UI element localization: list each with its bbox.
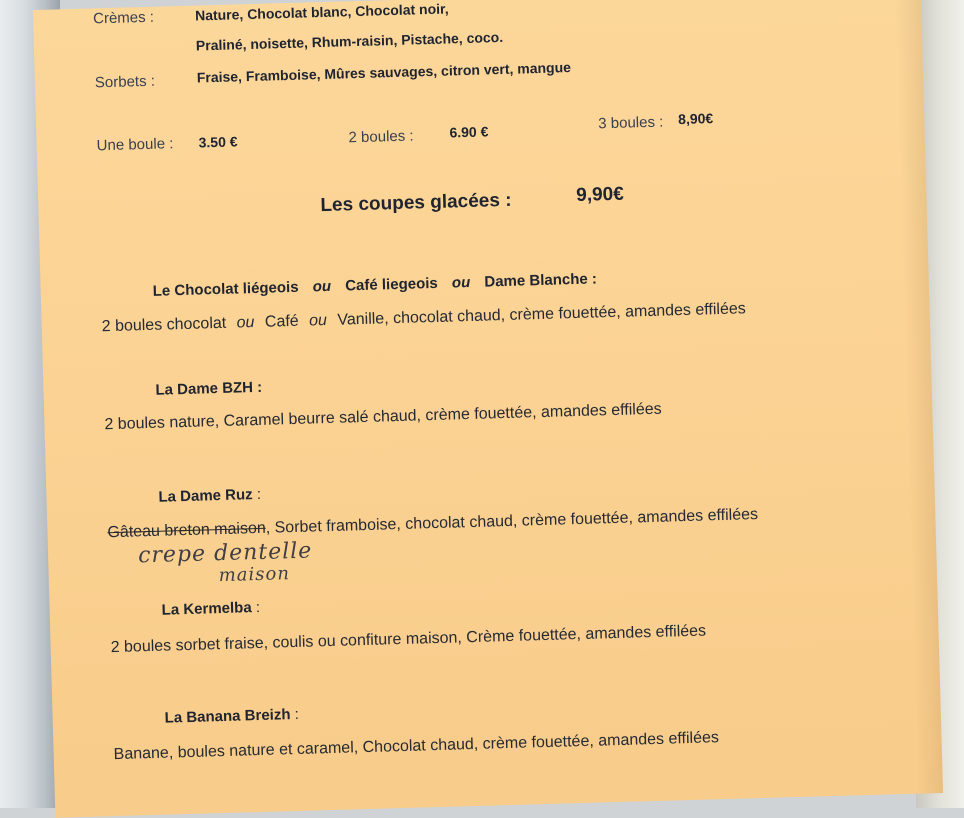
item-name-colon: :: [251, 598, 261, 617]
cremes-flavours-line2: Praliné, noisette, Rhum-raisin, Pistache, coco.: [195, 28, 504, 54]
item-dame-bzh-title: La Dame BZH :: [155, 378, 263, 399]
item-name-or: ou: [312, 277, 332, 296]
coupes-title: Les coupes glacées :: [320, 189, 512, 217]
price-one-scoop: 3.50 €: [198, 133, 238, 151]
item-chocolat-liegeois-title: [153, 270, 598, 299]
handwritten-correction-line1: crepe dentelle: [137, 538, 313, 569]
menu-page: [33, 0, 943, 818]
desc-rest: , Sorbet framboise, chocolat chaud, crème fouettée, amandes effilées: [265, 506, 759, 537]
struck-ingredient: Gâteau breton maison: [107, 519, 266, 542]
price-three-scoops-label: 3 boules :: [598, 113, 664, 133]
item-banana-breizh-title: [164, 706, 299, 727]
coupes-price: 9,90€: [575, 183, 625, 206]
cremes-label: Crèmes :: [92, 8, 155, 28]
price-two-scoops-label: 2 boules :: [348, 127, 414, 147]
item-name-colon: :: [290, 705, 300, 724]
desc-part: 2 boules chocolat: [101, 314, 227, 336]
item-name-part: Café liegeois: [344, 274, 438, 295]
price-three-scoops: 8,90€: [677, 110, 714, 128]
item-chocolat-liegeois-desc: [101, 300, 746, 336]
item-dame-ruz-title: [158, 486, 261, 506]
desc-part: Café: [264, 312, 299, 331]
item-name-or: ou: [451, 273, 471, 292]
item-name: La Dame Ruz: [158, 486, 253, 506]
sorbets-label: Sorbets :: [94, 72, 156, 92]
sorbets-flavours: Fraise, Framboise, Mûres sauvages, citron vert, mangue: [196, 59, 572, 86]
item-kermelba-desc: 2 boules sorbet fraise, coulis ou confiture maison, Crème fouettée, amandes effilées: [110, 622, 707, 657]
item-name-part: Dame Blanche :: [484, 270, 598, 291]
desc-part: Vanille, chocolat chaud, crème fouettée, amandes effilées: [337, 300, 746, 329]
item-banana-breizh-desc: Banane, boules nature et caramel, Chocolat chaud, crème fouettée, amandes effilées: [113, 729, 720, 764]
handwritten-correction-line2: maison: [218, 563, 291, 587]
item-name-colon: :: [252, 485, 262, 504]
price-two-scoops: 6.90 €: [449, 123, 489, 141]
item-dame-ruz-desc: [107, 506, 758, 542]
desc-or: ou: [236, 314, 255, 332]
item-dame-bzh-desc: 2 boules nature, Caramel beurre salé chaud, crème fouettée, amandes effilées: [104, 400, 662, 434]
item-kermelba-title: [161, 599, 260, 619]
cremes-flavours-line1: Nature, Chocolat blanc, Chocolat noir,: [194, 0, 449, 24]
price-one-scoop-label: Une boule :: [96, 135, 174, 155]
desc-or: ou: [308, 311, 328, 330]
item-name: La Banana Breizh: [164, 706, 291, 727]
item-name: La Kermelba: [161, 599, 252, 619]
item-name-part: Le Chocolat liégeois: [152, 278, 299, 300]
